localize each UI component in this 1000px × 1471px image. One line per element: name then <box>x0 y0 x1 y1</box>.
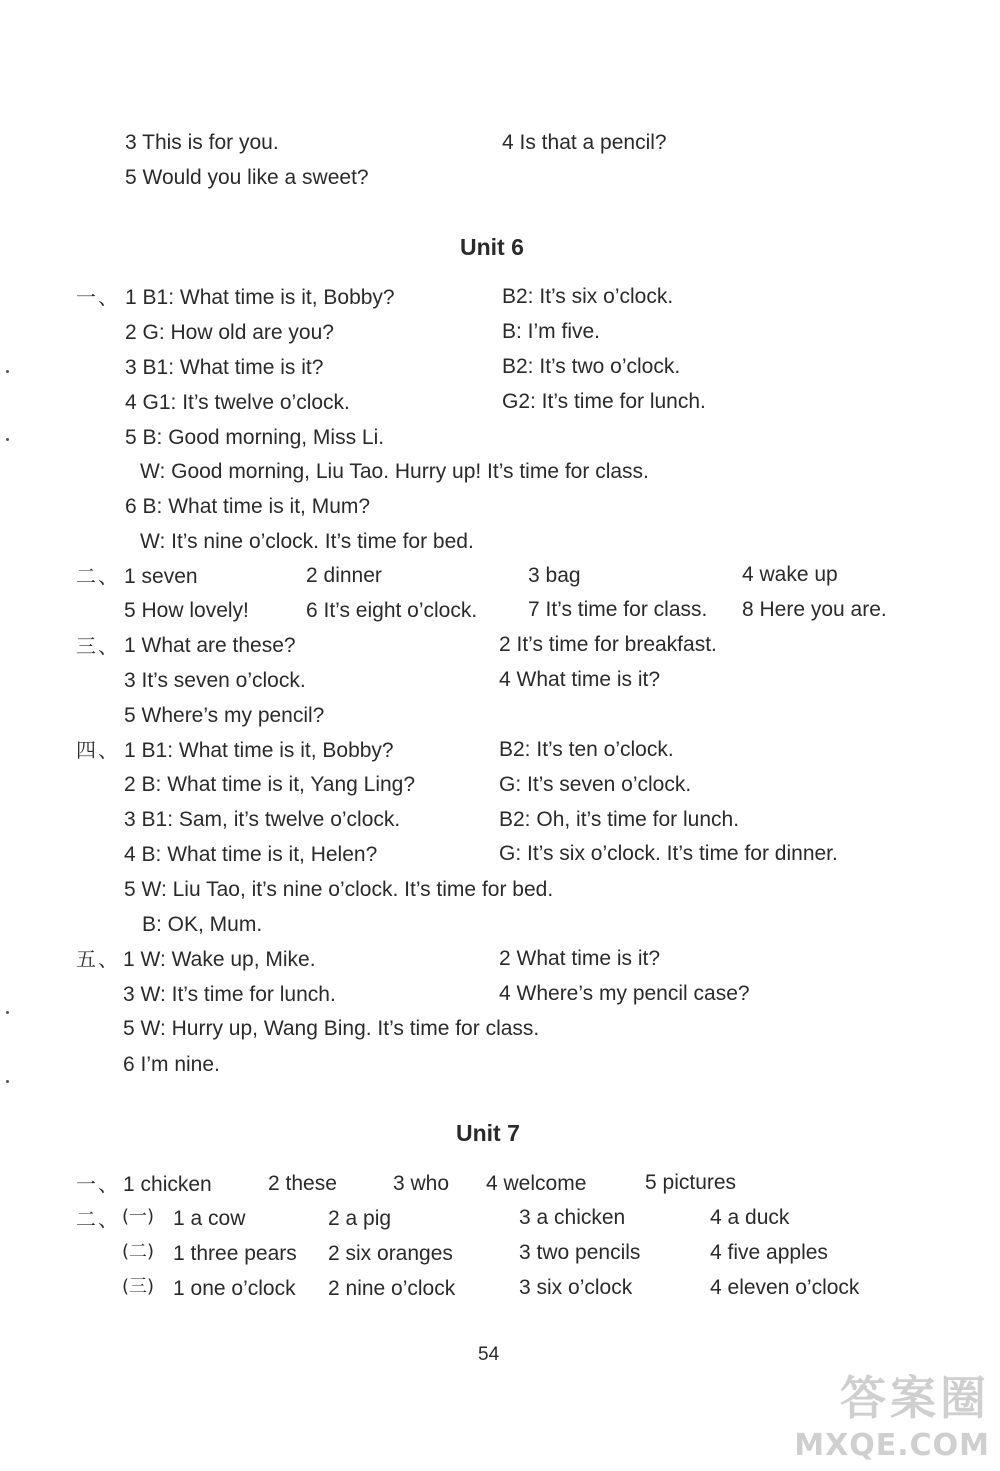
answer-item: 7 It’s time for class. <box>528 598 708 621</box>
watermark <box>794 1362 990 1463</box>
answer-line: 1 What are these? <box>124 634 296 657</box>
answer-item: 2 six oranges <box>328 1242 453 1265</box>
sub-section-label: (二) <box>122 1241 155 1262</box>
answer-line: 4 What time is it? <box>499 668 661 691</box>
answer-line: 5 W: Hurry up, Wang Bing. It’s time for class. <box>123 1017 540 1040</box>
answer-line: 5 Where’s my pencil? <box>124 704 325 727</box>
answer-item: 5 pictures <box>645 1171 737 1194</box>
section-number: 一、 <box>76 285 120 309</box>
sub-section-label: (一) <box>122 1206 155 1227</box>
answer-item: 3 bag <box>528 564 581 587</box>
page-number: 54 <box>478 1344 500 1365</box>
section-number: 二、 <box>76 564 120 588</box>
answer-line: 3 It’s seven o’clock. <box>124 669 306 692</box>
section-number: 三、 <box>76 634 120 658</box>
unit-title: Unit 6 <box>460 234 524 260</box>
answer-line: 6 B: What time is it, Mum? <box>125 495 371 518</box>
answer-item: 6 It’s eight o’clock. <box>306 599 478 622</box>
answer-item: 8 Here you are. <box>742 598 887 621</box>
answer-item: 4 five apples <box>710 1241 828 1264</box>
answer-line: G2: It’s time for lunch. <box>502 390 706 413</box>
answer-line: 3 B1: What time is it? <box>125 356 324 379</box>
answer-line: 4 B: What time is it, Helen? <box>124 843 378 866</box>
answer-item: 1 seven <box>124 565 198 588</box>
answer-line: 1 B1: What time is it, Bobby? <box>124 739 394 762</box>
answer-line: 1 B1: What time is it, Bobby? <box>125 286 395 309</box>
answer-line: B: I’m five. <box>502 320 601 343</box>
answer-line: W: Good morning, Liu Tao. Hurry up! It’s time for class. <box>140 460 649 483</box>
answer-item: 1 three pears <box>173 1242 297 1265</box>
answer-line: 1 W: Wake up, Mike. <box>123 948 316 971</box>
section-number: 一、 <box>76 1172 120 1196</box>
section-number: 二、 <box>76 1207 120 1231</box>
answer-item: 1 chicken <box>123 1173 212 1196</box>
answer-item: 2 a pig <box>328 1207 392 1230</box>
answer-line: 2 B: What time is it, Yang Ling? <box>124 773 416 796</box>
answer-line: G: It’s seven o’clock. <box>499 773 692 796</box>
answer-item: 2 nine o’clock <box>328 1277 456 1300</box>
answer-line: 4 Is that a pencil? <box>502 131 667 154</box>
answer-line: B2: Oh, it’s time for lunch. <box>499 808 740 831</box>
answer-line: 4 G1: It’s twelve o’clock. <box>125 391 350 414</box>
answer-item: 3 a chicken <box>519 1206 626 1229</box>
answer-item: 3 two pencils <box>519 1241 641 1264</box>
answer-item: 3 six o’clock <box>519 1276 633 1299</box>
answer-line: G: It’s six o’clock. It’s time for dinner. <box>499 842 838 865</box>
answer-line: B2: It’s two o’clock. <box>502 355 681 378</box>
answer-line: 3 W: It’s time for lunch. <box>123 983 336 1006</box>
answer-line: W: It’s nine o’clock. It’s time for bed. <box>140 530 474 553</box>
scan-speck <box>6 370 9 373</box>
answer-item: 1 a cow <box>173 1207 246 1230</box>
answer-line: 5 Would you like a sweet? <box>125 166 369 189</box>
answer-line: 6 I’m nine. <box>123 1053 220 1076</box>
answer-line: B2: It’s ten o’clock. <box>499 738 674 761</box>
section-number: 五、 <box>76 947 120 971</box>
unit-title: Unit 7 <box>456 1120 520 1146</box>
answer-line: 5 W: Liu Tao, it’s nine o’clock. It’s time for bed. <box>124 878 554 901</box>
scan-speck <box>6 1011 9 1014</box>
answer-item: 1 one o’clock <box>173 1277 296 1300</box>
answer-item: 4 wake up <box>742 563 838 586</box>
scan-speck <box>6 1080 9 1083</box>
answer-line: 5 B: Good morning, Miss Li. <box>125 426 385 449</box>
answer-line: 2 What time is it? <box>499 947 661 970</box>
sub-section-label: (三) <box>122 1276 155 1297</box>
answer-line: B: OK, Mum. <box>142 913 263 936</box>
watermark-logo: 答案圈 <box>840 1371 990 1425</box>
answer-line: 2 G: How old are you? <box>125 321 334 344</box>
section-number: 四、 <box>76 738 120 762</box>
answer-line: 3 This is for you. <box>125 131 279 154</box>
answer-item: 4 welcome <box>486 1172 587 1195</box>
answer-line: B2: It’s six o’clock. <box>502 285 674 308</box>
scan-speck <box>6 438 9 441</box>
answer-line: 2 It’s time for breakfast. <box>499 633 717 656</box>
answer-item: 2 dinner <box>306 564 382 587</box>
answer-line: 3 B1: Sam, it’s twelve o’clock. <box>124 808 401 831</box>
answer-line: 4 Where’s my pencil case? <box>499 982 750 1005</box>
answer-item: 2 these <box>268 1172 337 1195</box>
answer-item: 4 eleven o’clock <box>710 1276 860 1299</box>
watermark-site: MXQE.COM <box>794 1428 990 1463</box>
answer-item: 4 a duck <box>710 1206 790 1229</box>
answer-item: 5 How lovely! <box>124 599 249 622</box>
answer-item: 3 who <box>393 1172 450 1195</box>
